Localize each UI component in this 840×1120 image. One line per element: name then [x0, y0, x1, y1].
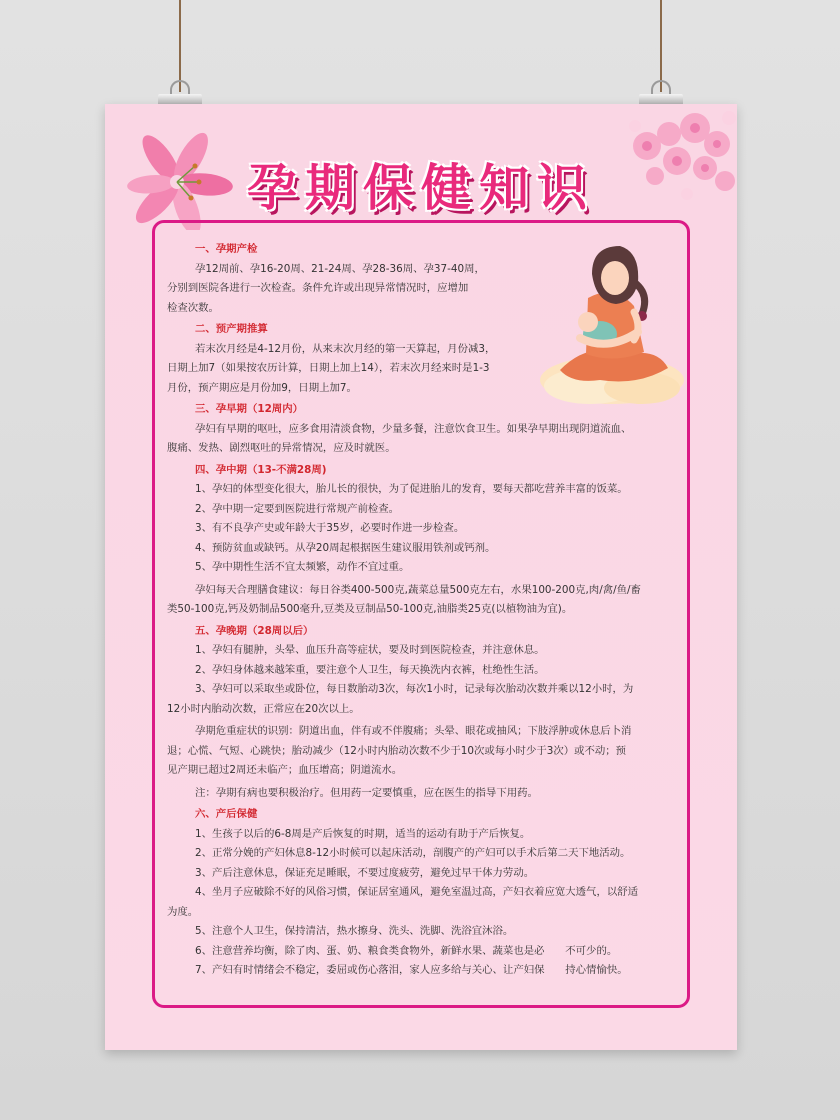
section-heading: 四、孕中期（13-不满28周) [195, 463, 327, 476]
list-item: 3、有不良孕产史或年龄大于35岁，必要时作进一步检查。 [195, 522, 465, 534]
page-title: 孕期保健知识 [247, 159, 595, 217]
list-item: 3、产后注意休息，保证充足睡眠，不要过度疲劳，避免过早干体力劳动。 [195, 866, 535, 879]
list-item: 2、孕妇身体越来越笨重，要注意个人卫生，每天换洗内衣裤，杜绝性生活。 [195, 663, 545, 676]
list-item: 1、生孩子以后的6-8周是产后恢复的时期，适当的运动有助于产后恢复。 [195, 827, 531, 840]
section-heading: 五、孕晚期（28周以后） [195, 624, 314, 637]
text-line: 孕妇有早期的呕吐，应多食用清淡食物，少量多餐，注意饮食卫生。如果孕早期出现阴道流血、 [195, 422, 632, 435]
text-line: 若末次月经是4-12月份，从来末次月经的第一天算起，月份减3， [195, 342, 496, 355]
list-item: 3、孕妇可以采取坐或卧位，每日数胎动3次，每次1小时，记录每次胎动次数并乘以12小时，为 [195, 683, 634, 695]
hanging-string-left [179, 0, 181, 92]
list-item: 2、孕中期一定要到医院进行常规产前检查。 [195, 502, 400, 515]
text-line: 为度。 [167, 905, 199, 918]
list-item: 5、注意个人卫生，保持清洁，热水擦身、洗头、洗脚、洗浴宜沐浴。 [195, 925, 514, 937]
text-line: 日期上加7（如果按农历计算，日期上加上14），若末次月经来时是1-3 [167, 362, 490, 374]
list-item: 1、孕妇的体型变化很大，胎儿长的很快，为了促进胎儿的发育，要每天都吃营养丰富的饭菜。 [195, 483, 628, 495]
section-heading: 六、产后保健 [195, 808, 258, 820]
text-line: 见产期已超过2周还未临产；血压增高；阴道流水。 [167, 764, 403, 776]
list-item: 5、孕中期性生活不宜太频繁，动作不宜过重。 [195, 561, 410, 573]
list-item: 7、产妇有时情绪会不稳定，委屈或伤心落泪，家人应多给与关心、让产妇保 持心情愉快。 [195, 964, 628, 976]
text-line: 孕12周前、孕16-20周、21-24周、孕28-36周、孕37-40周， [195, 262, 485, 275]
text-line: 孕期危重症状的识别：阴道出血，伴有或不伴腹痛；头晕、眼花或抽风；下肢浮肿或休息后卜消 [195, 725, 632, 737]
section-heading: 三、孕早期（12周内） [195, 403, 303, 415]
text-line: 腹痛、发热、剧烈呕吐的异常情况，应及时就医。 [167, 442, 396, 454]
text-line: 检查次数。 [167, 301, 219, 314]
text-line: 注：孕期有病也要积极治疗。但用药一定要慎重，应在医生的指导下用药。 [195, 786, 538, 799]
poster [105, 104, 737, 1050]
content-body [167, 238, 677, 981]
text-line: 退；心慌、气短、心跳快；胎动减少（12小时内胎动次数不少于10次或每小时少于3次）或不动；预 [167, 744, 627, 757]
text-line: 月份，预产期应是月份加9，日期上加7。 [167, 381, 357, 394]
list-item: 4、坐月子应破除不好的风俗习惯，保证居室通风，避免室温过高，产妇衣着应宽大透气，以舒适 [195, 886, 639, 898]
hanging-string-right [660, 0, 662, 92]
list-item: 2、正常分娩的产妇休息8-12小时候可以起床活动，剖腹产的产妇可以手术后第二天下地活动。 [195, 847, 631, 859]
text-line: 孕妇每天合理膳食建议：每日谷类400-500克,蔬菜总量500克左右，水果100-200克,肉/禽/鱼/畜 [195, 583, 641, 596]
text-line: 12小时内胎动次数，正常应在20次以上。 [167, 702, 360, 715]
text-line: 类50-100克,钙及奶制品500毫升,豆类及豆制品50-100克,油脂类25克(以植物油为宜)。 [167, 603, 573, 615]
list-item: 6、注意营养均衡，除了肉、蛋、奶、粮食类食物外，新鲜水果、蔬菜也是必 不可少的。 [195, 944, 618, 957]
list-item: 1、孕妇有腿肿，头晕、血压升高等症状，要及时到医院检查，并注意休息。 [195, 644, 545, 656]
section-heading: 二、预产期推算 [195, 323, 268, 335]
section-heading: 一、孕期产检 [195, 243, 258, 255]
text-line: 分别到医院各进行一次检查。条件允许或出现异常情况时，应增加 [167, 282, 469, 294]
list-item: 4、预防贫血或缺钙。从孕20周起根据医生建议服用铁剂或钙剂。 [195, 541, 496, 554]
